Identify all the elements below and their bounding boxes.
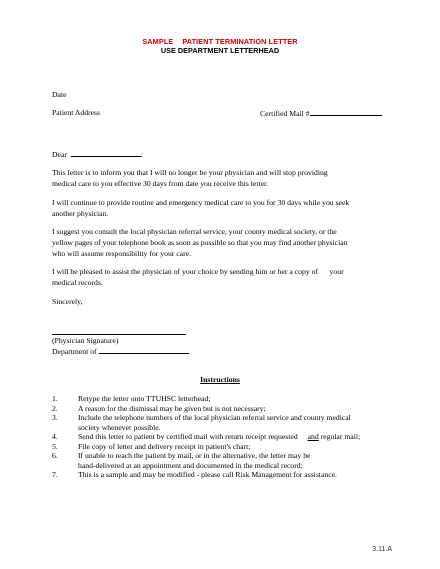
paragraph-4-line-1: I will be pleased to assist the physician of your choice by sending him or her a copy of your xyxy=(52,267,344,276)
instruction-text-after: regular mail; xyxy=(320,432,361,441)
instruction-text: Retype the letter onto TTUHSC letterhead; xyxy=(78,394,211,403)
certified-mail-blank xyxy=(310,108,382,116)
instruction-text-line-2: hand-delivered at an appointment and documented in the medical record; xyxy=(78,460,303,470)
paragraph-3-line-2: yellow pages of your telephone book as soon as possible so that you may find another physician xyxy=(52,238,348,247)
instruction-text-line-1: Include the telephone numbers of the local physician referral service and county medical xyxy=(78,413,351,422)
date-label: Date xyxy=(52,90,67,99)
instruction-number: 1. xyxy=(52,394,58,403)
paragraph-3-line-1: I suggest you consult the local physician referral service, your county medical society, or the xyxy=(52,227,337,236)
recipient-name-blank xyxy=(71,149,141,157)
page-code: 3.11.A xyxy=(372,546,392,553)
paragraph-2-line-2: another physician. xyxy=(52,209,109,218)
document-title xyxy=(0,37,440,46)
instruction-text: File copy of letter and delivery receipt in patient's chart; xyxy=(78,441,251,451)
instruction-text xyxy=(78,432,392,442)
instruction-text: This is a sample and may be modified - please call Risk Management for assistance. xyxy=(78,470,337,479)
sample-label: SAMPLE xyxy=(142,37,174,46)
paragraph-2 xyxy=(52,197,388,219)
instructions-heading: Instructions xyxy=(200,375,240,384)
instruction-text xyxy=(78,451,392,470)
document-subtitle: USE DEPARTMENT LETTERHEAD xyxy=(160,46,280,55)
instruction-text-line-1: If unable to reach the patient by mail, or in the alternative, the letter may be xyxy=(78,451,311,460)
instruction-number: 7. xyxy=(52,470,58,479)
closing: Sincerely, xyxy=(52,297,83,306)
paragraph-1-line-2: medical care to you effective 30 days from date you receive this letter. xyxy=(52,179,269,188)
salutation xyxy=(52,149,143,160)
paragraph-1 xyxy=(52,167,388,189)
instruction-text-line-2: society whenever possible. xyxy=(78,422,161,432)
signature-line xyxy=(52,334,186,335)
instruction-item xyxy=(52,432,392,442)
dear-label: Dear xyxy=(52,150,67,159)
instruction-item xyxy=(52,451,392,470)
title-text: PATIENT TERMINATION LETTER xyxy=(182,37,298,46)
instruction-number: 4. xyxy=(52,432,58,441)
department-field xyxy=(52,346,189,357)
instructions-list xyxy=(52,394,392,480)
instruction-number: 3. xyxy=(52,413,58,422)
paragraph-2-line-1: I will continue to provide routine and emergency medical care to you for 30 days while you seek xyxy=(52,198,350,207)
dear-colon: : xyxy=(140,150,143,159)
instruction-number: 5. xyxy=(52,441,58,451)
instruction-item xyxy=(52,404,392,414)
paragraph-1-line-1: This letter is to inform you that I will no longer be your physician and will stop providing xyxy=(52,168,328,177)
instruction-text: A reason for the dismissal may be given but is not necessary; xyxy=(78,403,266,413)
paragraph-4-line-2: medical records. xyxy=(52,278,103,287)
instruction-text xyxy=(78,413,392,432)
paragraph-3-line-3: who will assume responsibility for your care. xyxy=(52,249,191,258)
instruction-number: 6. xyxy=(52,451,58,460)
department-label: Department of xyxy=(52,347,97,356)
instruction-item xyxy=(52,442,392,452)
signature-label: (Physician Signature) xyxy=(52,336,119,345)
instruction-and-underlined: and xyxy=(307,432,319,441)
certified-mail-label: Certified Mail # xyxy=(260,109,310,118)
department-blank xyxy=(99,346,189,354)
paragraph-3 xyxy=(52,226,388,259)
patient-address-label: Patient Address xyxy=(52,108,101,117)
instruction-item xyxy=(52,470,392,480)
paragraph-4 xyxy=(52,266,388,288)
certified-mail-field xyxy=(260,108,382,119)
instruction-item xyxy=(52,394,392,404)
instruction-item xyxy=(52,413,392,432)
instruction-number: 2. xyxy=(52,403,58,413)
instruction-text-main: Send this letter to patient by certified mail with return receipt requested xyxy=(78,432,298,441)
